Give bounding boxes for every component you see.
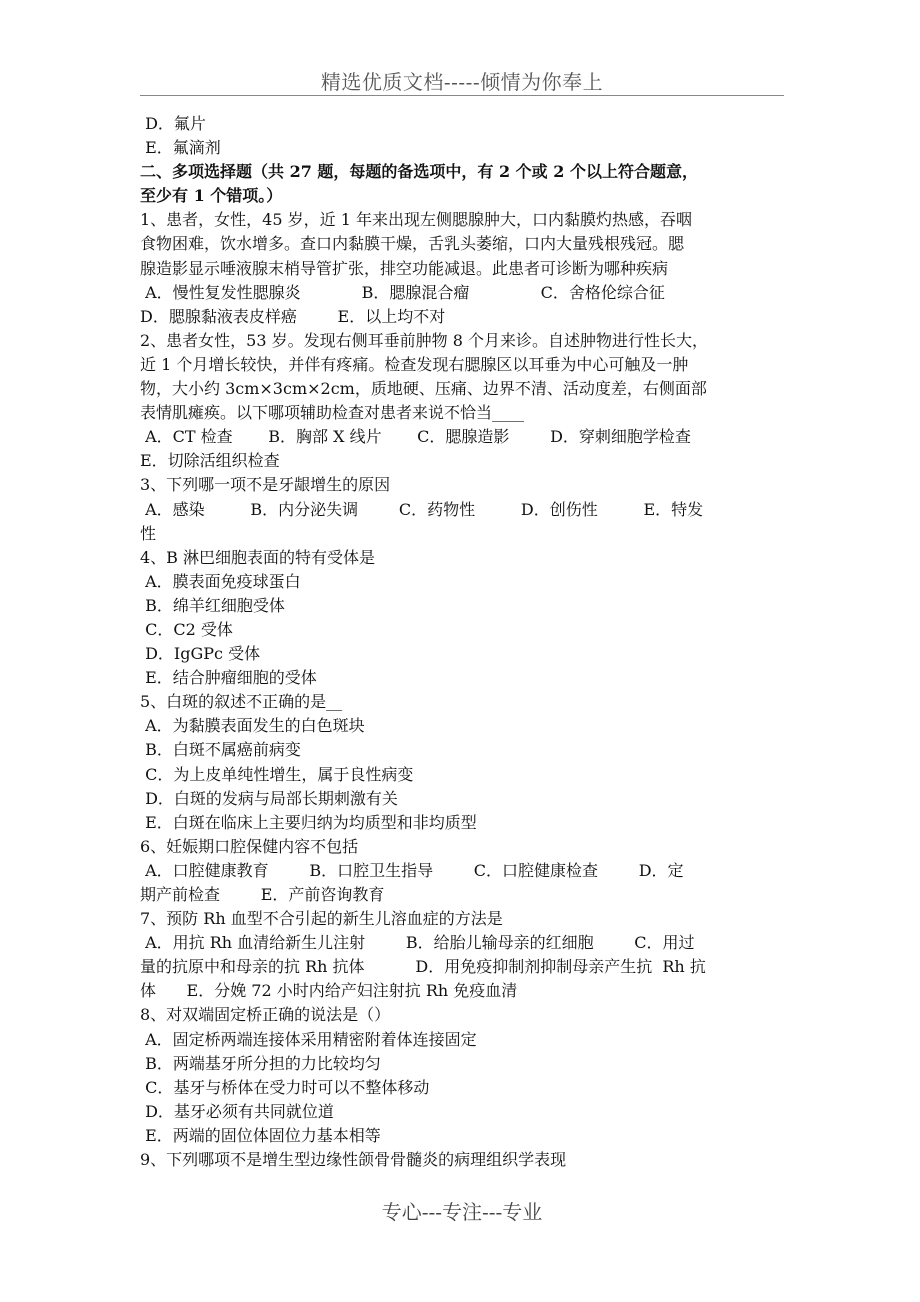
option-line: D．腮腺黏液表皮样癌 E．以上均不对 xyxy=(140,306,446,326)
option-line: C．C2 受体 xyxy=(140,619,233,639)
text-line: D．氟片 xyxy=(140,114,206,133)
question-text: 2、患者女性，53 岁。发现右侧耳垂前肿物 8 个月来诊。自述肿物进行性长大， xyxy=(140,330,708,350)
option-line: C．为上皮单纯性增生，属于良性病变 xyxy=(140,764,414,784)
document-body xyxy=(140,112,784,1172)
option-line: 期产前检查 E．产前咨询教育 xyxy=(140,885,385,904)
question-text: 9、下列哪项不是增生型边缘性颌骨骨髓炎的病理组织学表现 xyxy=(140,1150,567,1170)
header-divider xyxy=(140,95,784,96)
option-line: E．结合肿瘤细胞的受体 xyxy=(140,668,317,688)
option-line: A．为黏膜表面发生的白色斑块 xyxy=(140,716,365,736)
question-text: 食物困难，饮水增多。查口内黏膜干燥，舌乳头萎缩，口内大量残根残冠。腮 xyxy=(140,234,685,254)
question-text: 1、患者，女性，45 岁，近 1 年来出现左侧腮腺肿大，口内黏膜灼热感，吞咽 xyxy=(140,210,692,230)
question-text: 8、对双端固定桥正确的说法是（） xyxy=(140,1005,391,1025)
option-line: B．绵羊红细胞受体 xyxy=(140,595,285,615)
option-line: C．基牙与桥体在受力时可以不整体移动 xyxy=(140,1077,430,1097)
page-footer: 专心---专注---专业 xyxy=(381,1200,543,1224)
question-text: 腺造影显示唾液腺末梢导管扩张，排空功能减退。此患者可诊断为哪种疾病 xyxy=(140,258,669,278)
option-line: A．固定桥两端连接体采用精密附着体连接固定 xyxy=(140,1029,477,1049)
question-text: 4、B 淋巴细胞表面的特有受体是 xyxy=(140,547,376,567)
option-line: D．白斑的发病与局部长期刺激有关 xyxy=(140,788,398,808)
question-text: 5、白斑的叙述不正确的是__ xyxy=(140,692,343,712)
option-line: E．两端的固位体固位力基本相等 xyxy=(140,1125,381,1145)
option-line: 量的抗原中和母亲的抗 Rh 抗体 D．用免疫抑制剂抑制母亲产生抗 Rh 抗 xyxy=(140,957,706,977)
question-text: 6、妊娠期口腔保健内容不包括 xyxy=(140,836,359,856)
section-heading: 二、多项选择题（共 27 题，每题的备选项中，有 2 个或 2 个以上符合题意， xyxy=(140,162,698,182)
option-line: A．CT 检查 B．胸部 X 线片 C．腮腺造影 D．穿刺细胞学检查 xyxy=(140,427,691,447)
question-text: 7、预防 Rh 血型不合引起的新生儿溶血症的方法是 xyxy=(140,909,503,929)
question-text: 3、下列哪一项不是牙龈增生的原因 xyxy=(140,475,391,495)
option-line: A．慢性复发性腮腺炎 B．腮腺混合瘤 C．舍格伦综合征 xyxy=(140,282,665,302)
question-text: 表情肌瘫痪。以下哪项辅助检查对患者来说不恰当____ xyxy=(140,403,525,423)
option-line: 体 E．分娩 72 小时内给产妇注射抗 Rh 免疫血清 xyxy=(140,981,518,1001)
question-text: 近 1 个月增长较快，并伴有疼痛。检查发现右腮腺区以耳垂为中心可触及一肿 xyxy=(140,354,689,374)
question-text: 物，大小约 3cm×3cm×2cm，质地硬、压痛、边界不清、活动度差，右侧面部 xyxy=(140,379,707,399)
option-line: A．口腔健康教育 B．口腔卫生指导 C．口腔健康检查 D．定 xyxy=(140,860,684,880)
option-line: D．基牙必须有共同就位道 xyxy=(140,1101,334,1121)
option-line: D．IgGPc 受体 xyxy=(140,644,261,664)
option-line: A．感染 B．内分泌失调 C．药物性 D．创伤性 E．特发 xyxy=(140,499,704,519)
option-line: A．膜表面免疫球蛋白 xyxy=(140,571,301,591)
option-line: 性 xyxy=(140,523,157,543)
option-line: A．用抗 Rh 血清给新生儿注射 B．给胎儿输母亲的红细胞 C．用过 xyxy=(140,933,695,953)
option-line: E．切除活组织检查 xyxy=(140,451,280,471)
option-line: B．两端基牙所分担的力比较均匀 xyxy=(140,1053,381,1073)
option-line: B．白斑不属癌前病变 xyxy=(140,740,301,760)
page-header: 精选优质文档-----倾情为你奉上 xyxy=(320,70,604,94)
text-line: E．氟滴剂 xyxy=(140,138,221,158)
section-heading-cont: 至少有 1 个错项。） xyxy=(140,186,283,206)
option-line: E．白斑在临床上主要归纳为均质型和非均质型 xyxy=(140,812,477,832)
